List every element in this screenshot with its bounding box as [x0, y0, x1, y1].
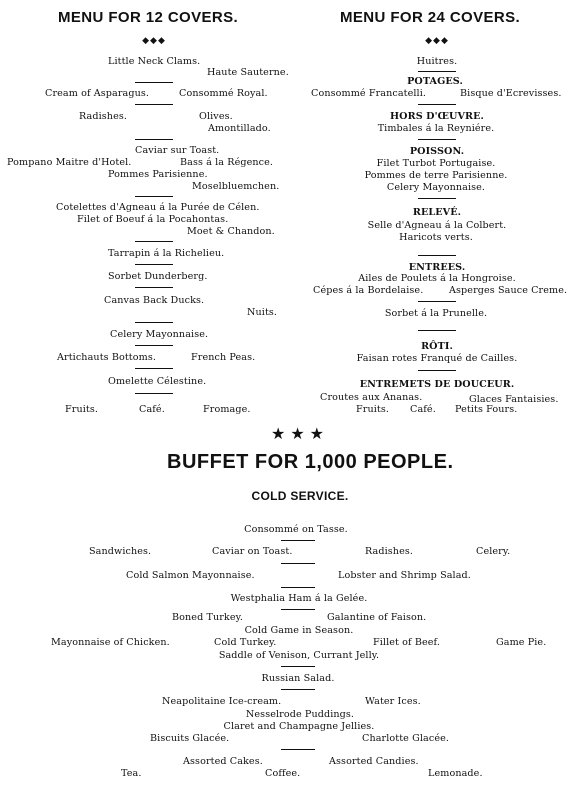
buffet-item: Nesselrode Puddings. [245, 709, 355, 720]
course-divider [418, 104, 456, 105]
course-divider [135, 393, 173, 394]
buffet-item: Coffee. [265, 768, 301, 779]
course-divider [418, 301, 456, 302]
menu24-item: Selle d'Agneau á la Colbert. [367, 220, 507, 231]
menu24-item: Asperges Sauce Creme. [449, 285, 568, 296]
menu24-section-heading: HORS D'ŒUVRE. [390, 111, 484, 122]
menu24-section-heading: ENTREMETS DE DOUCEUR. [359, 379, 515, 390]
menu24-section-heading: ENTREES. [408, 262, 466, 273]
buffet-item: Westphalia Ham á la Gelée. [230, 593, 368, 604]
menu12-item: Tarrapin á la Richelieu. [108, 248, 225, 259]
buffet-item: Biscuits Glacée. [150, 733, 230, 744]
course-divider [135, 104, 173, 105]
buffet-item: Neapolitaine Ice-cream. [162, 696, 282, 707]
menu24-item: Bisque d'Ecrevisses. [460, 88, 562, 99]
course-divider [418, 198, 456, 199]
buffet-item: Claret and Champagne Jellies. [223, 721, 375, 732]
course-divider [281, 749, 315, 750]
menu24-section-heading: RÔTI. [421, 341, 453, 352]
menu12-item: Celery Mayonnaise. [110, 329, 209, 340]
menu24-section-heading: POTAGES. [407, 76, 463, 87]
menu12-item: Caviar sur Toast. [135, 145, 220, 156]
buffet-item: Cold Salmon Mayonnaise. [126, 570, 255, 581]
menu12-item: Fromage. [203, 404, 251, 415]
menu12-item: Filet of Boeuf á la Pocahontas. [77, 214, 229, 225]
menu12-item: Artichauts Bottoms. [57, 352, 156, 363]
buffet-item: Celery. [476, 546, 511, 557]
buffet-item: Assorted Candies. [329, 756, 419, 767]
course-divider [418, 330, 456, 331]
course-divider [418, 71, 456, 72]
course-divider [135, 322, 173, 323]
course-divider [135, 241, 173, 242]
course-divider [281, 666, 315, 667]
menu12-title: MENU FOR 12 COVERS. [58, 9, 239, 26]
course-divider [281, 689, 315, 690]
menu12-item: Radishes. [79, 111, 128, 122]
menu24-item: Croutes aux Ananas. [320, 392, 423, 403]
course-divider [135, 368, 173, 369]
menu12-item: Fruits. [65, 404, 99, 415]
menu24-item: Petits Fours. [455, 404, 518, 415]
buffet-item: Tea. [121, 768, 142, 779]
menu24-item: Haricots verts. [399, 232, 473, 243]
menu12-item: Haute Sauterne. [207, 67, 289, 78]
buffet-item: Mayonnaise of Chicken. [51, 637, 170, 648]
menu12-item: Consommé Royal. [179, 88, 268, 99]
course-divider [135, 287, 173, 288]
menu12-item: French Peas. [191, 352, 256, 363]
buffet-item: Charlotte Glacée. [362, 733, 450, 744]
course-divider [135, 264, 173, 265]
menu24-item: Faisan rotes Franqué de Cailles. [356, 353, 518, 364]
menu12-item: Cotelettes d'Agneau á la Purée de Célen. [56, 202, 260, 213]
menu12-item: Nuits. [247, 307, 278, 318]
buffet-item: Caviar on Toast. [212, 546, 293, 557]
buffet-item: Lemonade. [428, 768, 483, 779]
menu12-item: Omelette Célestine. [108, 376, 207, 387]
course-divider [418, 139, 456, 140]
menu24-item: Ailes de Poulets á la Hongroise. [358, 273, 516, 284]
menu24-item: Consommé Francatelli. [311, 88, 427, 99]
star-divider: ★★★ [270, 424, 330, 443]
menu24-item: Sorbet á la Prunelle. [384, 308, 488, 319]
menu12-item: Café. [139, 404, 165, 415]
course-divider [281, 587, 315, 588]
menu24-item: Filet Turbot Portugaise. [376, 158, 496, 169]
menu24-section-heading: POISSON. [409, 146, 465, 157]
course-divider [281, 609, 315, 610]
course-divider [135, 82, 173, 83]
course-divider [418, 370, 456, 371]
menu24-item: Celery Mayonnaise. [386, 182, 486, 193]
menu12-item: Olives. [199, 111, 233, 122]
buffet-item: Cold Game in Season. [244, 625, 354, 636]
menu12-item: Sorbet Dunderberg. [108, 271, 208, 282]
buffet-item: Radishes. [365, 546, 414, 557]
course-divider [418, 255, 456, 256]
buffet-item: Assorted Cakes. [183, 756, 263, 767]
buffet-item: Lobster and Shrimp Salad. [338, 570, 471, 581]
menu24-item: Glaces Fantaisies. [469, 394, 559, 405]
menu24-section-heading: RELEVÉ. [412, 207, 462, 218]
menu24-item: Cépes á la Bordelaise. [313, 285, 424, 296]
menu12-item: Pommes Parisienne. [108, 169, 208, 180]
course-divider [135, 139, 173, 140]
buffet-item: Boned Turkey. [172, 612, 244, 623]
buffet-item: Consommé on Tasse. [244, 524, 348, 535]
menu12-item: Pompano Maitre d'Hotel. [7, 157, 132, 168]
menu24-item: Huitres. [416, 56, 458, 67]
menu24-item: Pommes de terre Parisienne. [364, 170, 508, 181]
menu12-ornament: ◆◆◆ [142, 36, 166, 46]
menu12-item: Canvas Back Ducks. [104, 295, 205, 306]
menu24-ornament: ◆◆◆ [425, 36, 449, 46]
buffet-item: Saddle of Venison, Currant Jelly. [218, 650, 380, 661]
menu24-item: Fruits. [356, 404, 390, 415]
buffet-subtitle: COLD SERVICE. [251, 489, 349, 503]
menu12-item: Cream of Asparagus. [45, 88, 150, 99]
course-divider [281, 540, 315, 541]
buffet-item: Cold Turkey. [214, 637, 277, 648]
menu12-item: Amontillado. [208, 123, 271, 134]
buffet-item: Game Pie. [496, 637, 547, 648]
menu12-item: Moselbluemchen. [192, 181, 280, 192]
menu24-title: MENU FOR 24 COVERS. [340, 9, 521, 26]
buffet-item: Russian Salad. [261, 673, 335, 684]
buffet-item: Sandwiches. [89, 546, 152, 557]
buffet-item: Galantine of Faison. [327, 612, 427, 623]
buffet-title: BUFFET FOR 1,000 PEOPLE. [167, 451, 454, 473]
buffet-item: Fillet of Beef. [373, 637, 440, 648]
menu12-item: Moet & Chandon. [187, 226, 275, 237]
course-divider [281, 563, 315, 564]
menu24-item: Timbales á la Reyniére. [377, 123, 495, 134]
buffet-item: Water Ices. [365, 696, 421, 707]
course-divider [135, 196, 173, 197]
menu12-item: Little Neck Clams. [108, 56, 201, 67]
menu24-item: Café. [410, 404, 436, 415]
menu12-item: Bass á la Régence. [180, 157, 274, 168]
course-divider [135, 345, 173, 346]
